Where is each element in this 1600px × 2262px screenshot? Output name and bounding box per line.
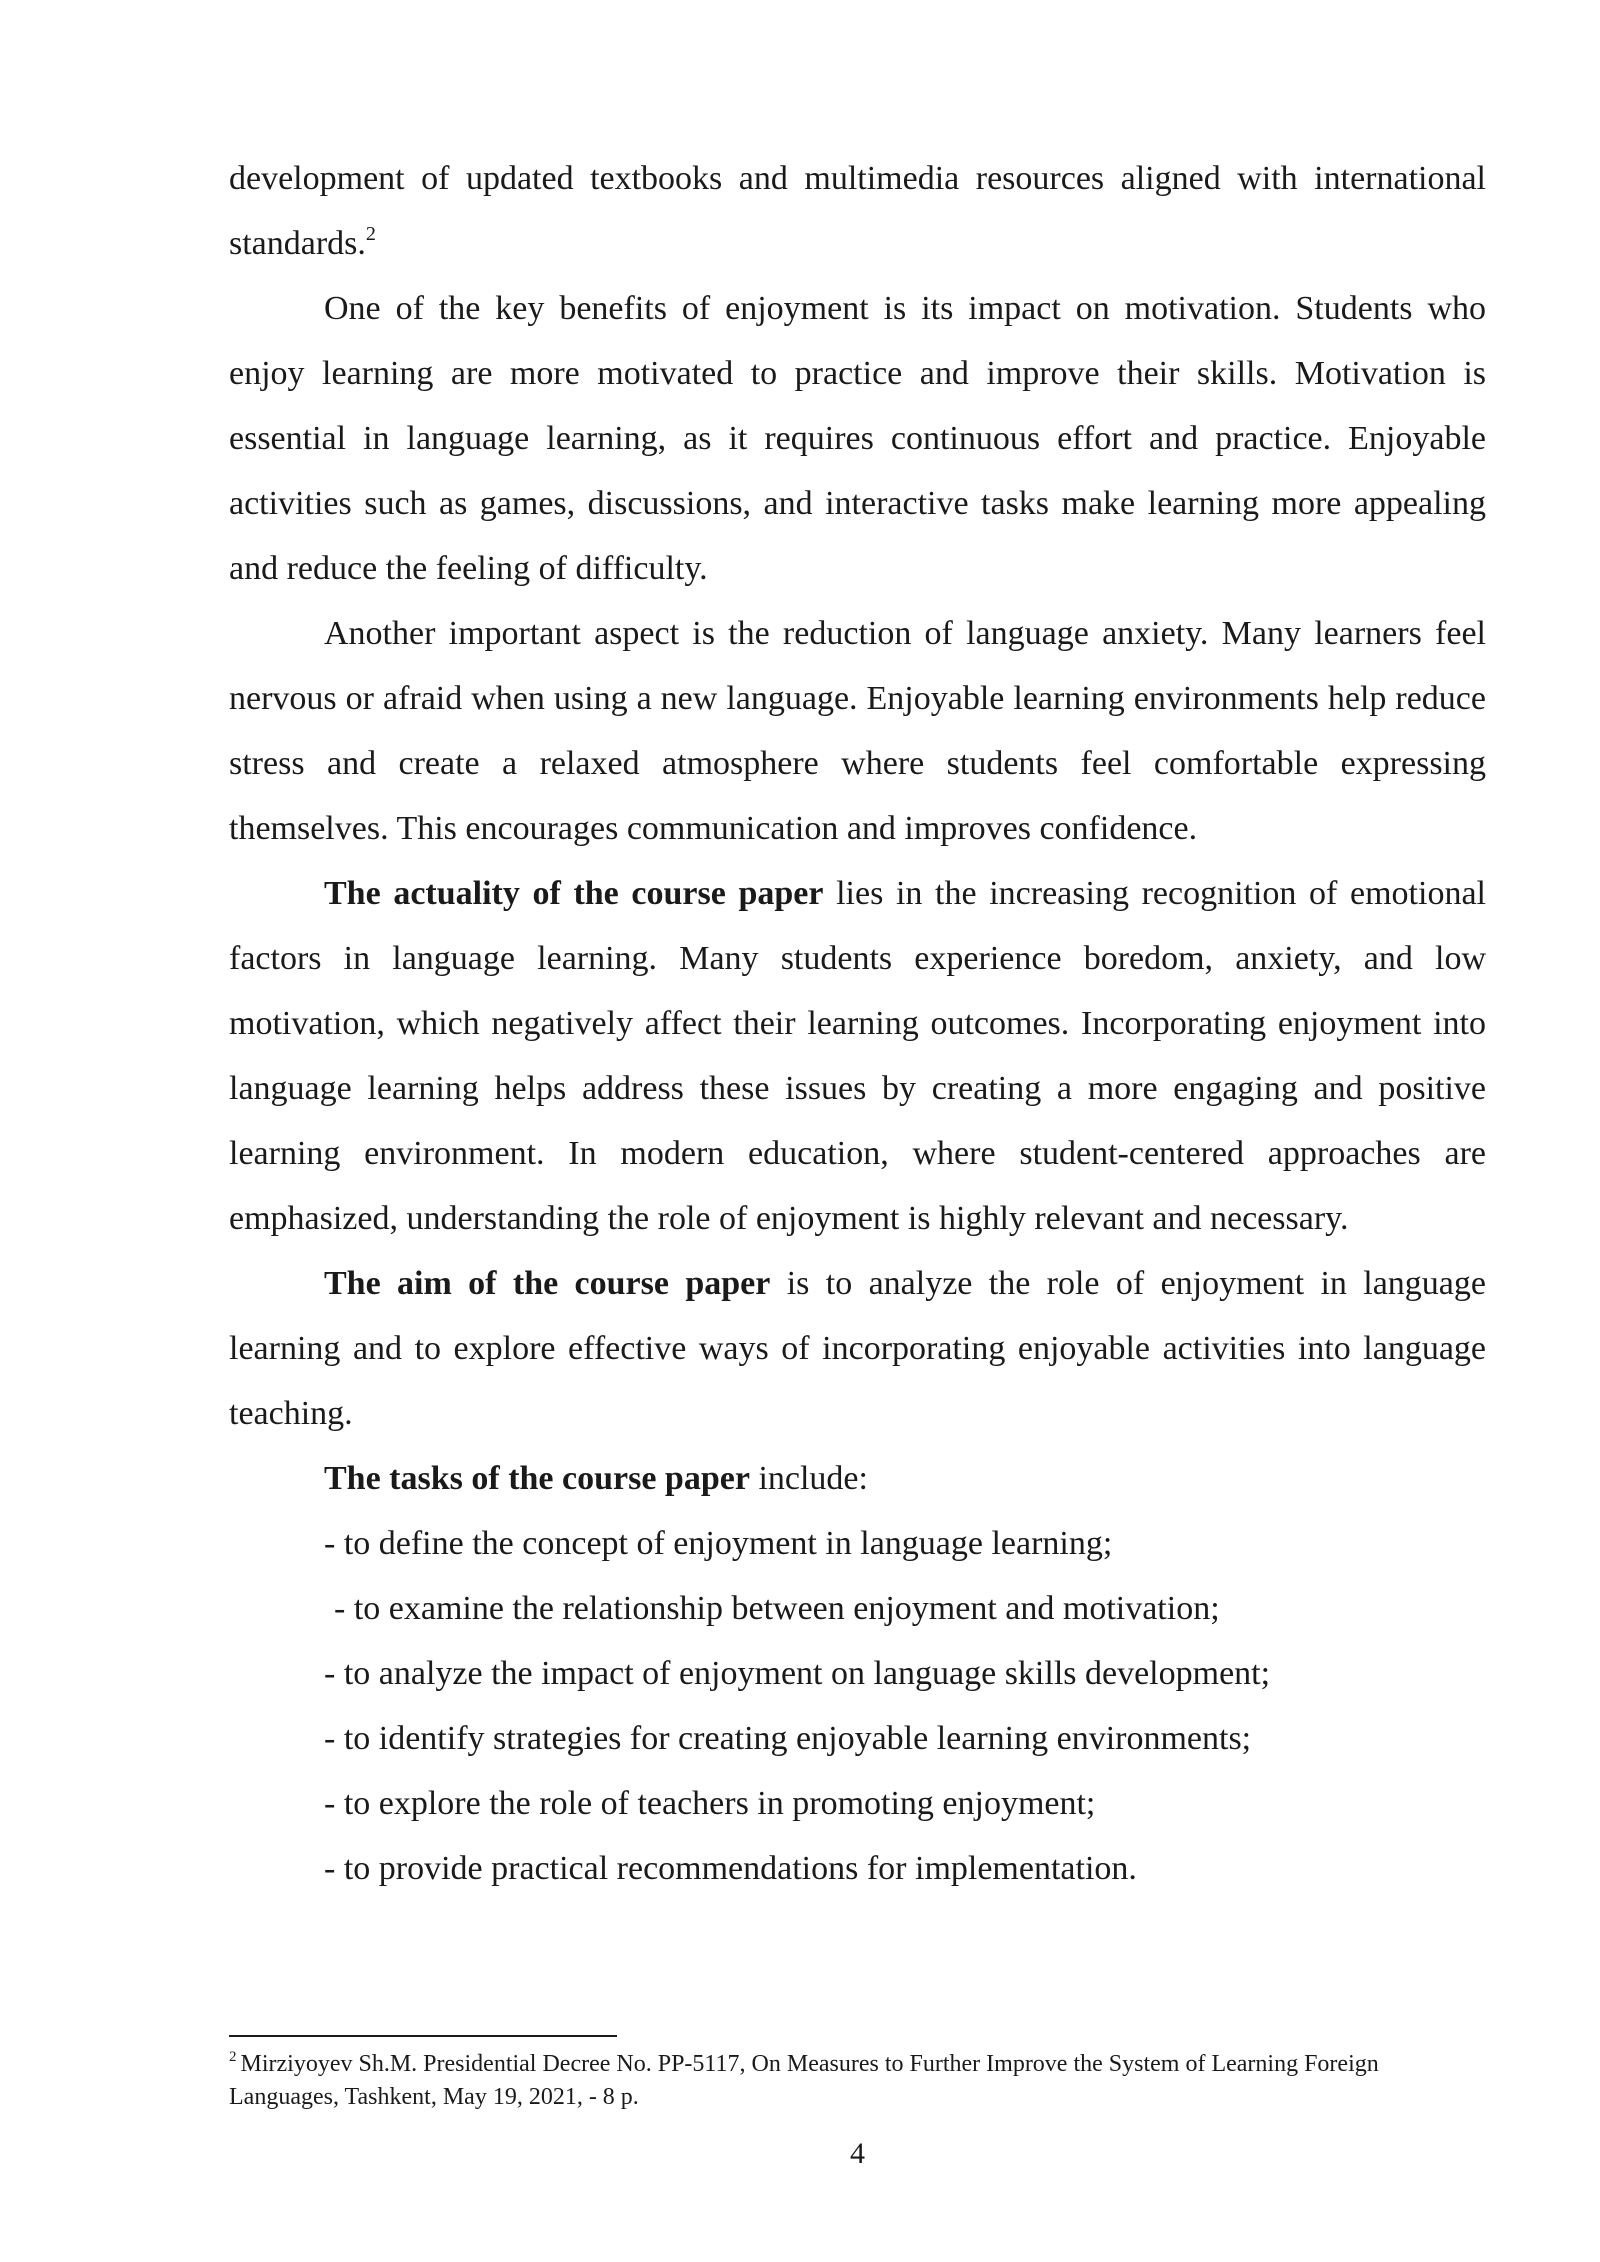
footnote-reference[interactable]: 2 (365, 223, 376, 245)
footnote-separator (229, 2035, 617, 2037)
actuality-text: lies in the increasing recognition of emotional factors in language learning. Many students experience boredom, anxiety, and low motivation, which negatively affect their learning outcomes. Incorporating enjoyment into language learning helps address these issues by creating a more engaging and positive learning environment. In modern education, where student-centered approaches are emphasized, understanding the role of enjoyment is highly relevant and necessary. (229, 875, 1486, 1237)
paragraph-continuation (229, 146, 1486, 276)
task-list (229, 1511, 1486, 1901)
tasks-heading: The tasks of the course paper (324, 1460, 750, 1497)
paragraph-actuality (229, 861, 1486, 1251)
page-body (229, 146, 1486, 1901)
footnote-marker: 2 (229, 2049, 237, 2065)
task-item: - to identify strategies for creating enjoyable learning environments; (324, 1720, 1252, 1757)
task-item: - to provide practical recommendations for implementation. (324, 1850, 1137, 1887)
task-item: - to analyze the impact of enjoyment on language skills development; (324, 1655, 1271, 1692)
paragraph-text: development of updated textbooks and multimedia resources aligned with international standards. (229, 160, 1486, 262)
aim-text: is to analyze the role of enjoyment in language learning and to explore effective ways of incorporating enjoyable activities into language teaching. (229, 1265, 1486, 1432)
paragraph-tasks (229, 1446, 1486, 1511)
task-item: - to examine the relationship between enjoyment and motivation; (334, 1590, 1220, 1627)
task-item: - to explore the role of teachers in promoting enjoyment; (324, 1785, 1096, 1822)
task-item: - to define the concept of enjoyment in language learning; (324, 1525, 1113, 1562)
page-number: 4 (850, 2137, 865, 2170)
paragraph-aim (229, 1251, 1486, 1446)
footnote (229, 2048, 1486, 2114)
aim-heading: The aim of the course paper (324, 1265, 771, 1302)
footnote-text: Mirziyoyev Sh.M. Presidential Decree No. PP-5117, On Measures to Further Improve the System of Learning Foreign Languages, Tashkent, May 19, 2021, - 8 p. (229, 2051, 1379, 2110)
paragraph-anxiety: Another important aspect is the reduction of language anxiety. Many learners feel nervous or afraid when using a new language. Enjoyable learning environments help reduce stress and create a relaxed atmosphere where students feel comfortable expressing themselves. This encourages communication and improves confidence. (229, 615, 1486, 847)
tasks-intro-text: include: (749, 1460, 868, 1497)
paragraph-motivation: One of the key benefits of enjoyment is its impact on motivation. Students who enjoy learning are more motivated to practice and improve their skills. Motivation is essential in language learning, as it requires continuous effort and practice. Enjoyable activities such as games, discussions, and interactive tasks make learning more appealing and reduce the feeling of difficulty. (229, 290, 1486, 587)
actuality-heading: The actuality of the course paper (324, 875, 824, 912)
